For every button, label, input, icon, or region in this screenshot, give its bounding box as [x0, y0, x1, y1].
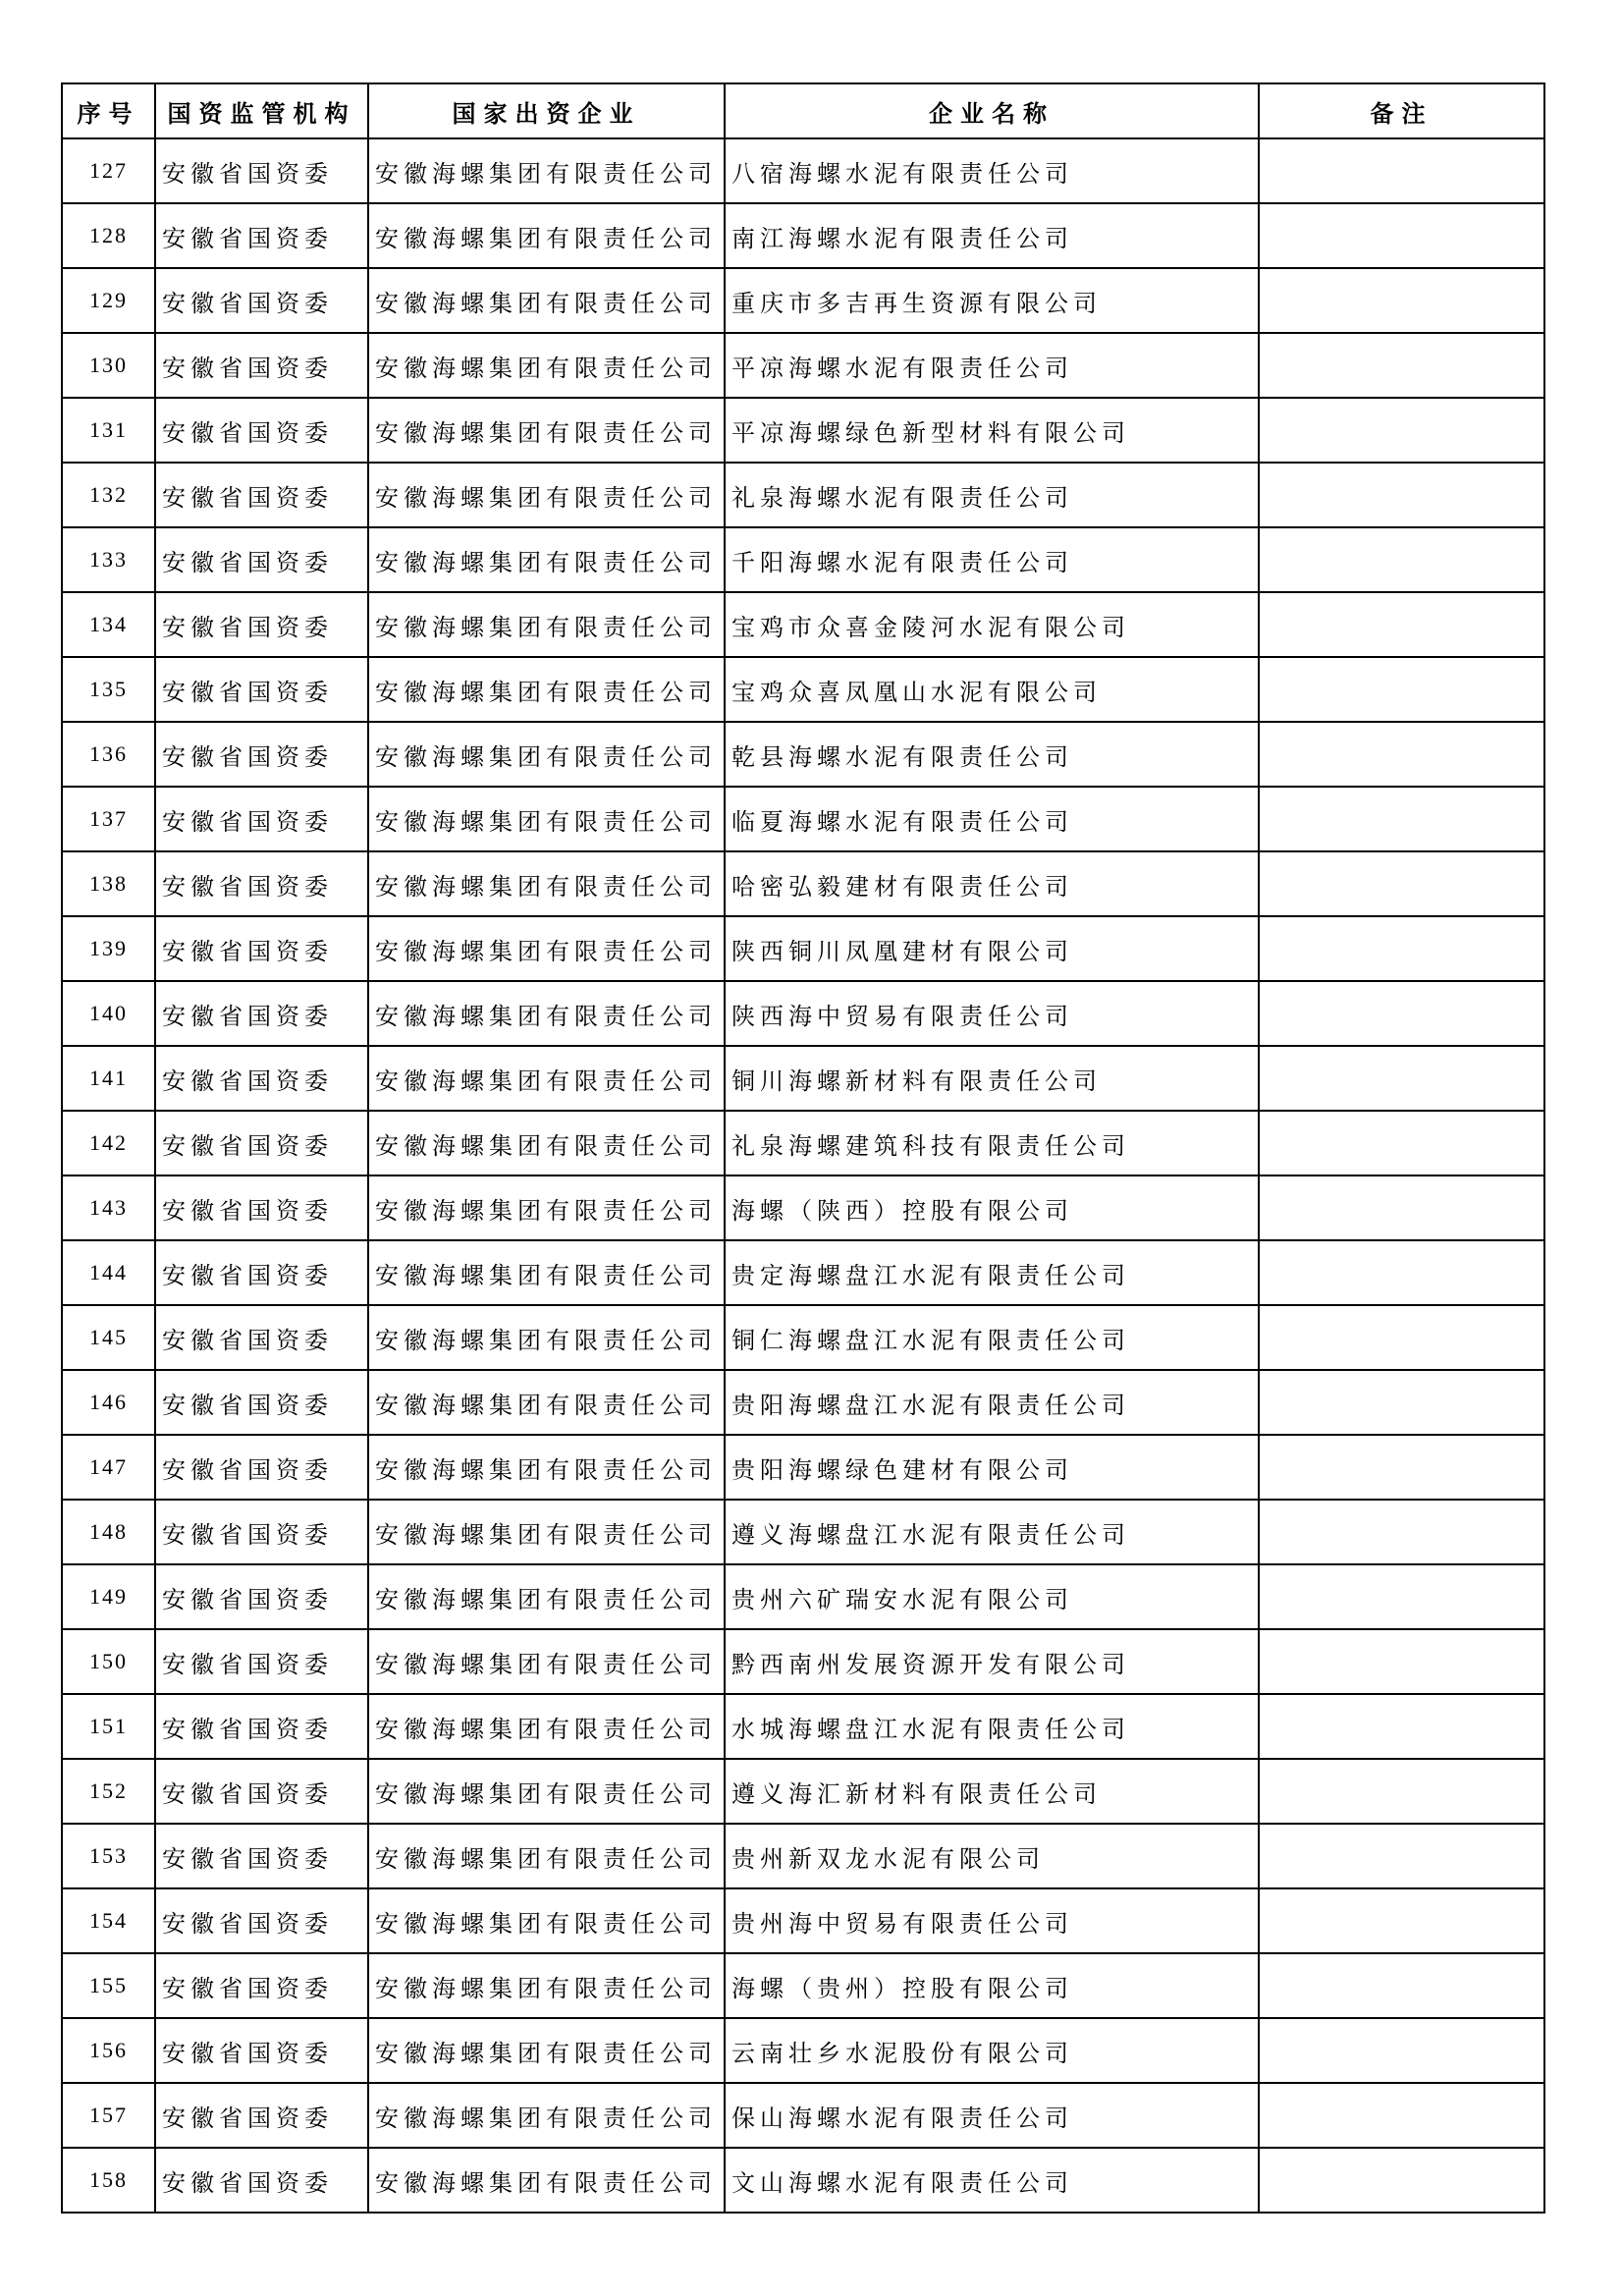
- cell-note: [1259, 1888, 1544, 1953]
- cell-company-name: 贵州六矿瑞安水泥有限公司: [725, 1564, 1259, 1629]
- table-row: [62, 2083, 1544, 2148]
- table-row: [62, 1500, 1544, 1564]
- cell-company-name: 平凉海螺绿色新型材料有限公司: [725, 398, 1259, 463]
- cell-company-name: 遵义海螺盘江水泥有限责任公司: [725, 1500, 1259, 1564]
- cell-serial-number: 156: [62, 2018, 155, 2083]
- cell-note: [1259, 527, 1544, 592]
- cell-serial-number: 128: [62, 203, 155, 268]
- cell-serial-number: 127: [62, 138, 155, 203]
- cell-company-name: 贵阳海螺绿色建材有限公司: [725, 1435, 1259, 1500]
- header-enterprise-name: 企业名称: [725, 83, 1259, 138]
- cell-parent-enterprise: 安徽海螺集团有限责任公司: [368, 463, 725, 527]
- cell-serial-number: 148: [62, 1500, 155, 1564]
- cell-parent-enterprise: 安徽海螺集团有限责任公司: [368, 2018, 725, 2083]
- cell-regulator: 安徽省国资委: [155, 657, 368, 722]
- cell-note: [1259, 1305, 1544, 1370]
- cell-company-name: 贵州新双龙水泥有限公司: [725, 1824, 1259, 1888]
- cell-serial-number: 155: [62, 1953, 155, 2018]
- cell-serial-number: 129: [62, 268, 155, 333]
- cell-parent-enterprise: 安徽海螺集团有限责任公司: [368, 1046, 725, 1111]
- cell-serial-number: 137: [62, 787, 155, 851]
- cell-note: [1259, 2083, 1544, 2148]
- cell-parent-enterprise: 安徽海螺集团有限责任公司: [368, 787, 725, 851]
- cell-parent-enterprise: 安徽海螺集团有限责任公司: [368, 916, 725, 981]
- cell-note: [1259, 1953, 1544, 2018]
- cell-note: [1259, 333, 1544, 398]
- cell-regulator: 安徽省国资委: [155, 722, 368, 787]
- cell-parent-enterprise: 安徽海螺集团有限责任公司: [368, 1111, 725, 1175]
- cell-regulator: 安徽省国资委: [155, 1435, 368, 1500]
- cell-company-name: 礼泉海螺水泥有限责任公司: [725, 463, 1259, 527]
- table-row: [62, 1759, 1544, 1824]
- cell-parent-enterprise: 安徽海螺集团有限责任公司: [368, 1953, 725, 2018]
- cell-regulator: 安徽省国资委: [155, 851, 368, 916]
- cell-serial-number: 150: [62, 1629, 155, 1694]
- cell-parent-enterprise: 安徽海螺集团有限责任公司: [368, 1175, 725, 1240]
- cell-note: [1259, 1564, 1544, 1629]
- table-row: [62, 592, 1544, 657]
- cell-company-name: 哈密弘毅建材有限责任公司: [725, 851, 1259, 916]
- cell-note: [1259, 1824, 1544, 1888]
- cell-serial-number: 145: [62, 1305, 155, 1370]
- cell-note: [1259, 1046, 1544, 1111]
- cell-note: [1259, 1759, 1544, 1824]
- cell-serial-number: 141: [62, 1046, 155, 1111]
- cell-company-name: 铜仁海螺盘江水泥有限责任公司: [725, 1305, 1259, 1370]
- table-row: [62, 916, 1544, 981]
- cell-company-name: 海螺（陕西）控股有限公司: [725, 1175, 1259, 1240]
- cell-company-name: 遵义海汇新材料有限责任公司: [725, 1759, 1259, 1824]
- cell-note: [1259, 1694, 1544, 1759]
- cell-company-name: 陕西铜川凤凰建材有限公司: [725, 916, 1259, 981]
- cell-serial-number: 157: [62, 2083, 155, 2148]
- table-row: [62, 1111, 1544, 1175]
- cell-company-name: 海螺（贵州）控股有限公司: [725, 1953, 1259, 2018]
- table-row: [62, 527, 1544, 592]
- cell-note: [1259, 203, 1544, 268]
- cell-regulator: 安徽省国资委: [155, 1370, 368, 1435]
- cell-regulator: 安徽省国资委: [155, 1046, 368, 1111]
- cell-company-name: 宝鸡市众喜金陵河水泥有限公司: [725, 592, 1259, 657]
- cell-note: [1259, 463, 1544, 527]
- cell-serial-number: 130: [62, 333, 155, 398]
- cell-serial-number: 133: [62, 527, 155, 592]
- cell-regulator: 安徽省国资委: [155, 2018, 368, 2083]
- cell-parent-enterprise: 安徽海螺集团有限责任公司: [368, 1759, 725, 1824]
- cell-note: [1259, 851, 1544, 916]
- cell-regulator: 安徽省国资委: [155, 787, 368, 851]
- cell-regulator: 安徽省国资委: [155, 1888, 368, 1953]
- table-row: [62, 2018, 1544, 2083]
- cell-company-name: 保山海螺水泥有限责任公司: [725, 2083, 1259, 2148]
- cell-parent-enterprise: 安徽海螺集团有限责任公司: [368, 592, 725, 657]
- cell-parent-enterprise: 安徽海螺集团有限责任公司: [368, 657, 725, 722]
- cell-parent-enterprise: 安徽海螺集团有限责任公司: [368, 1370, 725, 1435]
- cell-serial-number: 151: [62, 1694, 155, 1759]
- cell-parent-enterprise: 安徽海螺集团有限责任公司: [368, 2148, 725, 2213]
- cell-parent-enterprise: 安徽海螺集团有限责任公司: [368, 1240, 725, 1305]
- cell-serial-number: 146: [62, 1370, 155, 1435]
- cell-note: [1259, 1435, 1544, 1500]
- cell-note: [1259, 657, 1544, 722]
- cell-regulator: 安徽省国资委: [155, 268, 368, 333]
- table-header: [62, 83, 1544, 138]
- cell-note: [1259, 787, 1544, 851]
- cell-note: [1259, 2018, 1544, 2083]
- table-row: [62, 1240, 1544, 1305]
- cell-parent-enterprise: 安徽海螺集团有限责任公司: [368, 333, 725, 398]
- cell-regulator: 安徽省国资委: [155, 592, 368, 657]
- cell-company-name: 黔西南州发展资源开发有限公司: [725, 1629, 1259, 1694]
- header-remarks: 备注: [1259, 83, 1544, 138]
- table-row: [62, 1564, 1544, 1629]
- cell-company-name: 铜川海螺新材料有限责任公司: [725, 1046, 1259, 1111]
- cell-regulator: 安徽省国资委: [155, 398, 368, 463]
- cell-regulator: 安徽省国资委: [155, 981, 368, 1046]
- cell-company-name: 千阳海螺水泥有限责任公司: [725, 527, 1259, 592]
- cell-regulator: 安徽省国资委: [155, 1694, 368, 1759]
- table-row: [62, 463, 1544, 527]
- cell-parent-enterprise: 安徽海螺集团有限责任公司: [368, 268, 725, 333]
- cell-regulator: 安徽省国资委: [155, 1564, 368, 1629]
- cell-serial-number: 149: [62, 1564, 155, 1629]
- cell-serial-number: 158: [62, 2148, 155, 2213]
- cell-parent-enterprise: 安徽海螺集团有限责任公司: [368, 203, 725, 268]
- cell-company-name: 云南壮乡水泥股份有限公司: [725, 2018, 1259, 2083]
- company-table: [61, 82, 1545, 2214]
- cell-note: [1259, 1500, 1544, 1564]
- cell-company-name: 礼泉海螺建筑科技有限责任公司: [725, 1111, 1259, 1175]
- cell-serial-number: 140: [62, 981, 155, 1046]
- table-row: [62, 398, 1544, 463]
- cell-regulator: 安徽省国资委: [155, 916, 368, 981]
- cell-serial-number: 153: [62, 1824, 155, 1888]
- cell-regulator: 安徽省国资委: [155, 1759, 368, 1824]
- cell-regulator: 安徽省国资委: [155, 1305, 368, 1370]
- cell-note: [1259, 916, 1544, 981]
- cell-parent-enterprise: 安徽海螺集团有限责任公司: [368, 398, 725, 463]
- cell-note: [1259, 1111, 1544, 1175]
- table-body: [62, 138, 1544, 2213]
- cell-company-name: 平凉海螺水泥有限责任公司: [725, 333, 1259, 398]
- cell-serial-number: 147: [62, 1435, 155, 1500]
- cell-note: [1259, 1175, 1544, 1240]
- cell-company-name: 乾县海螺水泥有限责任公司: [725, 722, 1259, 787]
- table-row: [62, 1175, 1544, 1240]
- table-row: [62, 1824, 1544, 1888]
- cell-parent-enterprise: 安徽海螺集团有限责任公司: [368, 527, 725, 592]
- cell-serial-number: 136: [62, 722, 155, 787]
- cell-note: [1259, 2148, 1544, 2213]
- table-row: [62, 1435, 1544, 1500]
- cell-parent-enterprise: 安徽海螺集团有限责任公司: [368, 1500, 725, 1564]
- cell-regulator: 安徽省国资委: [155, 2083, 368, 2148]
- cell-note: [1259, 1240, 1544, 1305]
- cell-serial-number: 152: [62, 1759, 155, 1824]
- table-row: [62, 722, 1544, 787]
- cell-regulator: 安徽省国资委: [155, 333, 368, 398]
- cell-company-name: 水城海螺盘江水泥有限责任公司: [725, 1694, 1259, 1759]
- table-row: [62, 787, 1544, 851]
- cell-parent-enterprise: 安徽海螺集团有限责任公司: [368, 1824, 725, 1888]
- cell-serial-number: 154: [62, 1888, 155, 1953]
- cell-regulator: 安徽省国资委: [155, 463, 368, 527]
- cell-regulator: 安徽省国资委: [155, 138, 368, 203]
- cell-serial-number: 144: [62, 1240, 155, 1305]
- cell-company-name: 临夏海螺水泥有限责任公司: [725, 787, 1259, 851]
- cell-serial-number: 138: [62, 851, 155, 916]
- table-row: [62, 981, 1544, 1046]
- cell-company-name: 贵定海螺盘江水泥有限责任公司: [725, 1240, 1259, 1305]
- cell-regulator: 安徽省国资委: [155, 1953, 368, 2018]
- header-row: [62, 83, 1544, 138]
- cell-parent-enterprise: 安徽海螺集团有限责任公司: [368, 1629, 725, 1694]
- cell-serial-number: 139: [62, 916, 155, 981]
- table-row: [62, 1888, 1544, 1953]
- cell-company-name: 陕西海中贸易有限责任公司: [725, 981, 1259, 1046]
- cell-parent-enterprise: 安徽海螺集团有限责任公司: [368, 2083, 725, 2148]
- cell-serial-number: 131: [62, 398, 155, 463]
- table-row: [62, 333, 1544, 398]
- cell-note: [1259, 592, 1544, 657]
- table-row: [62, 851, 1544, 916]
- cell-note: [1259, 268, 1544, 333]
- table-row: [62, 1046, 1544, 1111]
- cell-note: [1259, 1629, 1544, 1694]
- header-serial-number: 序号: [62, 83, 155, 138]
- table-row: [62, 268, 1544, 333]
- cell-company-name: 贵阳海螺盘江水泥有限责任公司: [725, 1370, 1259, 1435]
- cell-note: [1259, 398, 1544, 463]
- table-row: [62, 138, 1544, 203]
- table-row: [62, 2148, 1544, 2213]
- cell-parent-enterprise: 安徽海螺集团有限责任公司: [368, 1305, 725, 1370]
- cell-parent-enterprise: 安徽海螺集团有限责任公司: [368, 722, 725, 787]
- cell-company-name: 宝鸡众喜凤凰山水泥有限公司: [725, 657, 1259, 722]
- cell-parent-enterprise: 安徽海螺集团有限责任公司: [368, 1435, 725, 1500]
- cell-regulator: 安徽省国资委: [155, 1175, 368, 1240]
- cell-serial-number: 135: [62, 657, 155, 722]
- table-row: [62, 203, 1544, 268]
- cell-serial-number: 142: [62, 1111, 155, 1175]
- table-row: [62, 1953, 1544, 2018]
- cell-serial-number: 132: [62, 463, 155, 527]
- cell-regulator: 安徽省国资委: [155, 1500, 368, 1564]
- cell-regulator: 安徽省国资委: [155, 1111, 368, 1175]
- table-row: [62, 1370, 1544, 1435]
- cell-note: [1259, 981, 1544, 1046]
- header-regulator: 国资监管机构: [155, 83, 368, 138]
- cell-regulator: 安徽省国资委: [155, 1824, 368, 1888]
- cell-regulator: 安徽省国资委: [155, 1240, 368, 1305]
- cell-parent-enterprise: 安徽海螺集团有限责任公司: [368, 1888, 725, 1953]
- table-row: [62, 1305, 1544, 1370]
- cell-serial-number: 134: [62, 592, 155, 657]
- cell-note: [1259, 1370, 1544, 1435]
- cell-parent-enterprise: 安徽海螺集团有限责任公司: [368, 1694, 725, 1759]
- table-row: [62, 1694, 1544, 1759]
- cell-regulator: 安徽省国资委: [155, 203, 368, 268]
- cell-regulator: 安徽省国资委: [155, 2148, 368, 2213]
- cell-parent-enterprise: 安徽海螺集团有限责任公司: [368, 1564, 725, 1629]
- cell-parent-enterprise: 安徽海螺集团有限责任公司: [368, 981, 725, 1046]
- cell-company-name: 重庆市多吉再生资源有限公司: [725, 268, 1259, 333]
- cell-parent-enterprise: 安徽海螺集团有限责任公司: [368, 851, 725, 916]
- header-state-funded-enterprise: 国家出资企业: [368, 83, 725, 138]
- table-row: [62, 1629, 1544, 1694]
- cell-company-name: 南江海螺水泥有限责任公司: [725, 203, 1259, 268]
- cell-parent-enterprise: 安徽海螺集团有限责任公司: [368, 138, 725, 203]
- cell-company-name: 八宿海螺水泥有限责任公司: [725, 138, 1259, 203]
- cell-serial-number: 143: [62, 1175, 155, 1240]
- cell-company-name: 贵州海中贸易有限责任公司: [725, 1888, 1259, 1953]
- cell-note: [1259, 722, 1544, 787]
- table-row: [62, 657, 1544, 722]
- cell-note: [1259, 138, 1544, 203]
- cell-company-name: 文山海螺水泥有限责任公司: [725, 2148, 1259, 2213]
- cell-regulator: 安徽省国资委: [155, 1629, 368, 1694]
- cell-regulator: 安徽省国资委: [155, 527, 368, 592]
